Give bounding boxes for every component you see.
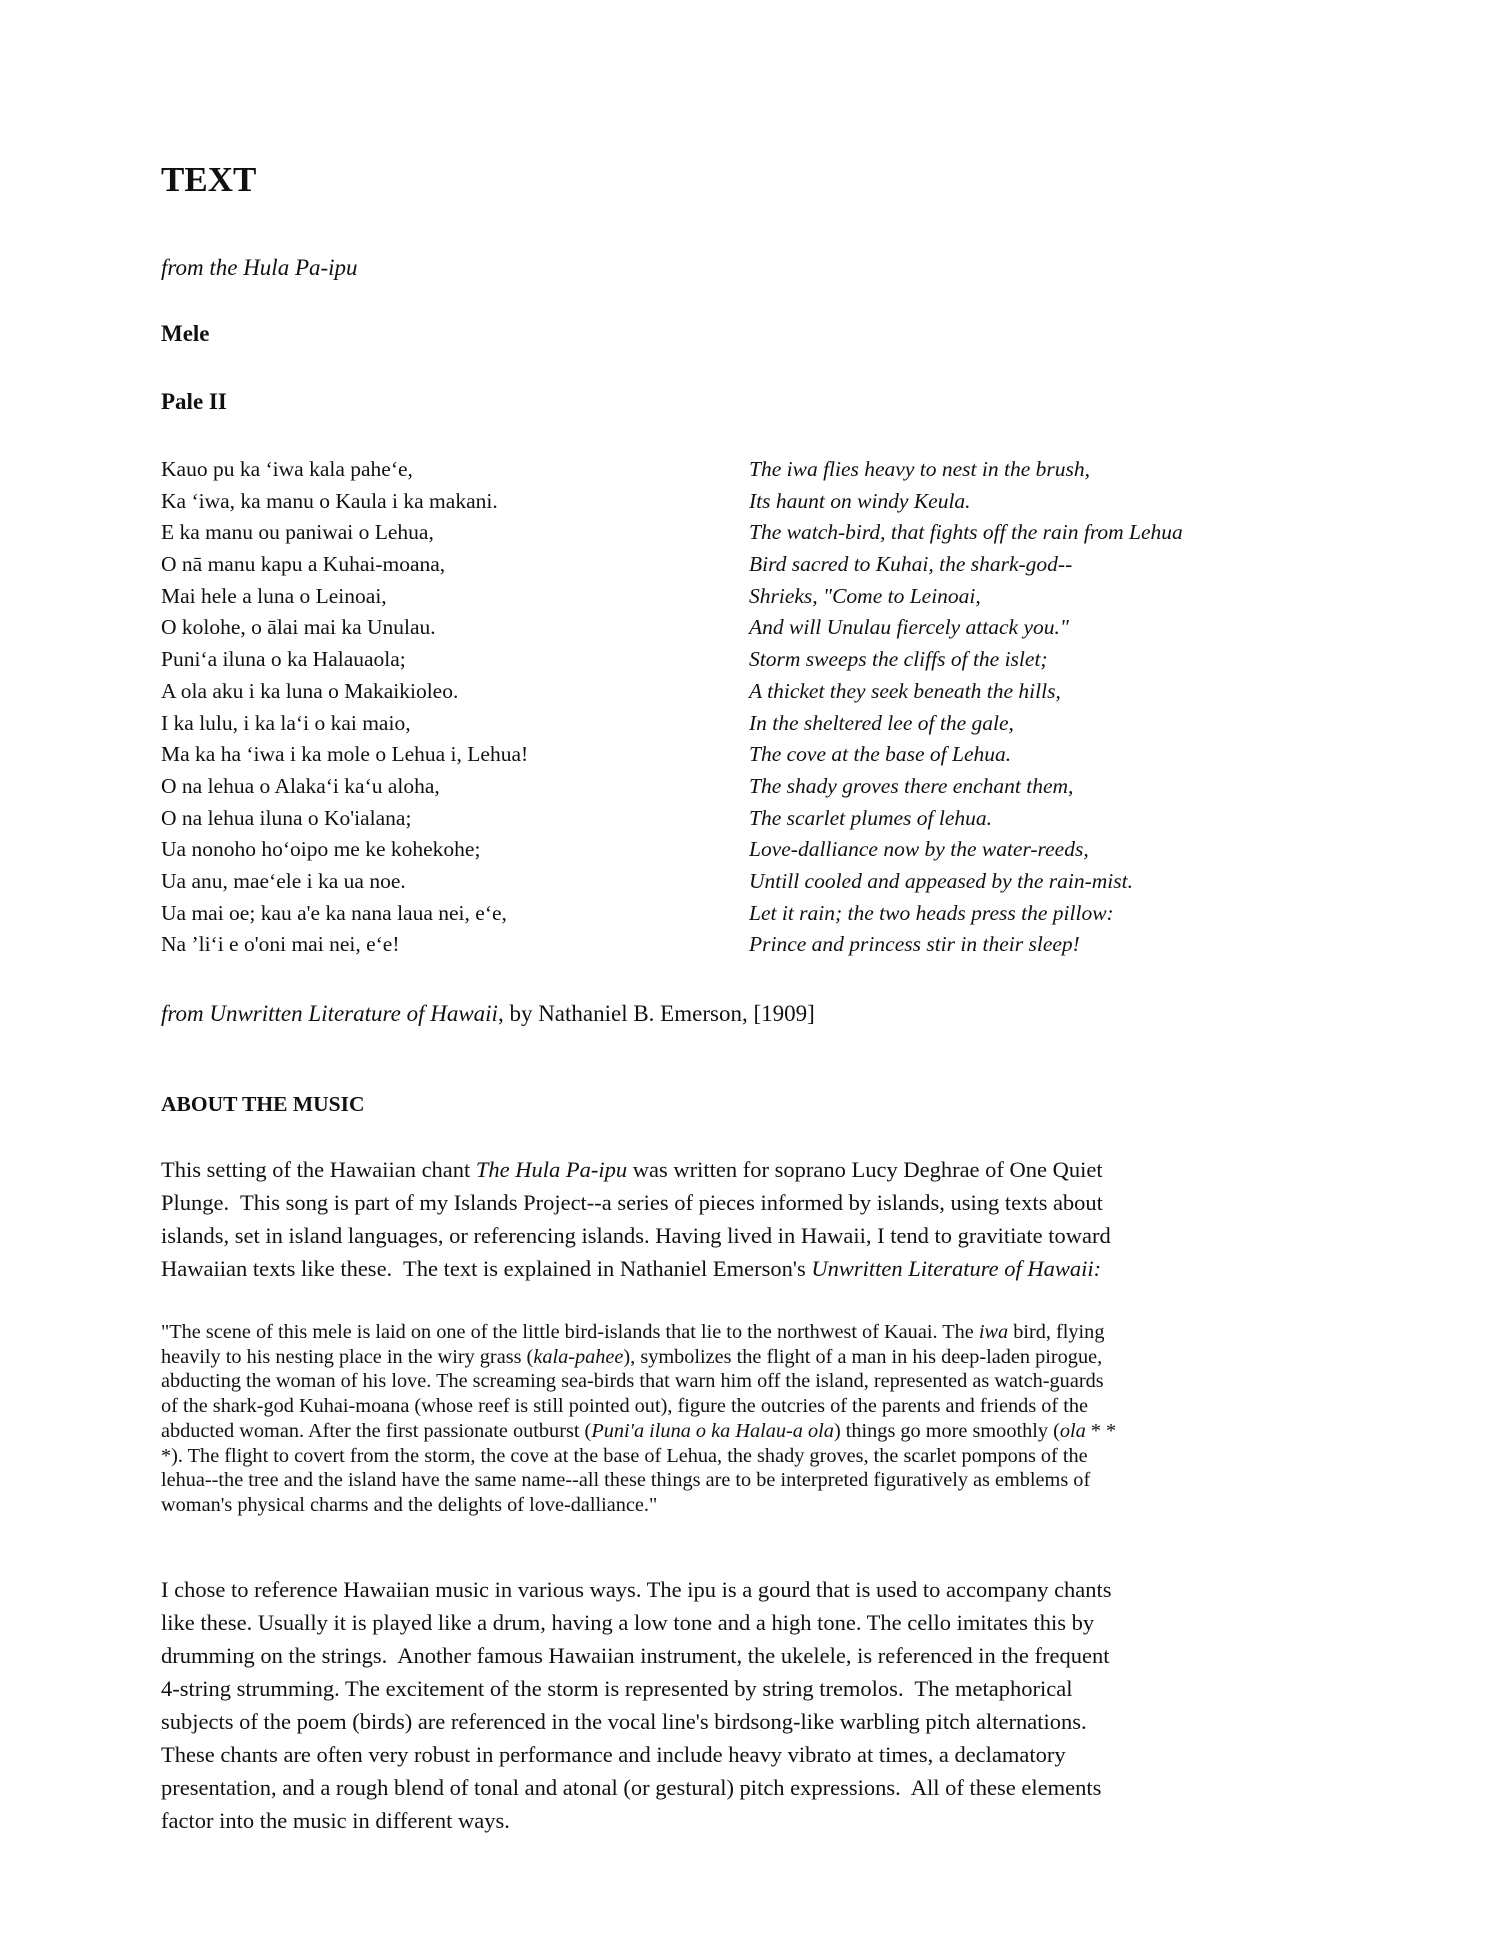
paragraph-music bbox=[161, 1573, 1112, 1837]
verse-line: Let it rain; the two heads press the pillow: bbox=[749, 900, 1114, 925]
text-segment: * * bbox=[1085, 1419, 1117, 1442]
source-book-title: Unwritten Literature of Hawaii bbox=[209, 1001, 498, 1026]
verse-line: I ka lulu, i ka la‘i o kai maio, bbox=[161, 710, 411, 735]
text-segment: This setting of the Hawaiian chant bbox=[161, 1157, 476, 1182]
italic-text: kala-pahee bbox=[533, 1345, 624, 1368]
section-heading-mele: Mele bbox=[161, 321, 210, 346]
text-line bbox=[161, 1672, 1112, 1705]
verse-line: The shady groves there enchant them, bbox=[749, 773, 1074, 798]
text-segment: *). The flight to covert from the storm, the cove at the base of Lehua, the shady groves, the scarlet pompons of the bbox=[161, 1444, 1088, 1467]
source-prefix: from bbox=[161, 1001, 210, 1026]
verse-line: Bird sacred to Kuhai, the shark-god-- bbox=[749, 552, 1073, 577]
text-segment: presentation, and a rough blend of tonal and atonal (or gestural) pitch expressions. All of these elements bbox=[161, 1775, 1102, 1800]
verse-line: The iwa flies heavy to nest in the brush, bbox=[749, 457, 1090, 481]
verse-line: O kolohe, o ālai mai ka Unulau. bbox=[161, 615, 436, 640]
verse-line: Untill cooled and appeased by the rain-mist. bbox=[749, 868, 1133, 893]
italic-text: Puni'a iluna o ka Halau-a ola bbox=[591, 1419, 834, 1442]
verse-line: Kauo pu ka ‘iwa kala pahe‘e, bbox=[161, 457, 413, 481]
text-line bbox=[161, 1186, 1111, 1219]
text-segment: ) things go more smoothly ( bbox=[833, 1419, 1060, 1442]
text-segment: bird, flying bbox=[1008, 1321, 1105, 1343]
text-line bbox=[161, 1394, 1116, 1419]
text-line bbox=[161, 1771, 1112, 1804]
text-segment: drumming on the strings. Another famous Hawaiian instrument, the ukelele, is referenced in the frequent bbox=[161, 1643, 1110, 1668]
verse-hawaiian bbox=[161, 454, 528, 961]
text-line bbox=[161, 1252, 1111, 1285]
verse-line: Its haunt on windy Keula. bbox=[749, 488, 971, 513]
text-line bbox=[161, 1493, 1116, 1518]
verse-line: A thicket they seek beneath the hills, bbox=[749, 678, 1061, 703]
verse-line: In the sheltered lee of the gale, bbox=[749, 710, 1014, 735]
text-line bbox=[161, 1219, 1111, 1252]
text-line bbox=[161, 1320, 1116, 1345]
verse-line: Ka ‘iwa, ka manu o Kaula i ka makani. bbox=[161, 488, 498, 513]
verse-line: Puni‘a iluna o ka Halauaola; bbox=[161, 647, 406, 672]
text-line bbox=[161, 1573, 1112, 1606]
verse-line: O na lehua o Alaka‘i ka‘u aloha, bbox=[161, 773, 440, 798]
text-segment: of the shark-god Kuhai-moana (whose reef is still pointed out), figure the outcries of the parents and friends of the bbox=[161, 1395, 1089, 1418]
text-line bbox=[161, 1345, 1116, 1370]
source-suffix: , by Nathaniel B. Emerson, [1909] bbox=[497, 1001, 815, 1026]
section-heading-pale: Pale II bbox=[161, 389, 227, 414]
italic-text: Unwritten Literature of Hawaii: bbox=[811, 1256, 1102, 1281]
page-heading: TEXT bbox=[161, 160, 257, 199]
text-segment: subjects of the poem (birds) are referenced in the vocal line's birdsong-like warbling pitch alternations. bbox=[161, 1709, 1087, 1734]
verse-line: Shrieks, "Come to Leinoai, bbox=[749, 583, 981, 608]
subtitle: from the Hula Pa-ipu bbox=[161, 255, 358, 280]
text-line bbox=[161, 1153, 1111, 1186]
text-segment: Plunge. This song is part of my Islands Project--a series of pieces informed by islands, using texts about bbox=[161, 1190, 1103, 1215]
italic-text: iwa bbox=[978, 1321, 1009, 1343]
verse-line: Mai hele a luna o Leinoai, bbox=[161, 583, 387, 608]
text-segment: Hawaiian texts like these. The text is explained in Nathaniel Emerson's bbox=[161, 1256, 812, 1281]
verse-line: Ua mai oe; kau a'e ka nana laua nei, e‘e, bbox=[161, 900, 507, 925]
text-segment: islands, set in island languages, or referencing islands. Having lived in Hawaii, I tend to gravitiate toward bbox=[161, 1223, 1111, 1248]
text-segment: These chants are often very robust in performance and include heavy vibrato at times, a declamatory bbox=[161, 1742, 1066, 1767]
text-segment: 4-string strumming. The excitement of the storm is represented by string tremolos. The metaphorical bbox=[161, 1676, 1073, 1701]
text-line bbox=[161, 1738, 1112, 1771]
verse-line: Prince and princess stir in their sleep! bbox=[749, 932, 1080, 957]
text-line bbox=[161, 1705, 1112, 1738]
text-segment: woman's physical charms and the delights of love-dalliance." bbox=[161, 1493, 658, 1516]
verse-line: Ua anu, mae‘ele i ka ua noe. bbox=[161, 868, 406, 893]
text-line bbox=[161, 1468, 1116, 1493]
verse-line: E ka manu ou paniwai o Lehua, bbox=[161, 520, 434, 545]
text-line bbox=[161, 1444, 1116, 1469]
text-line bbox=[161, 1369, 1116, 1394]
text-line bbox=[161, 1606, 1112, 1639]
verse-line: O na lehua iluna o Ko'ialana; bbox=[161, 805, 412, 830]
text-segment: heavily to his nesting place in the wiry grass ( bbox=[161, 1345, 534, 1368]
text-segment: "The scene of this mele is laid on one of the little bird-islands that lie to the northwest of Kauai. The bbox=[161, 1321, 979, 1343]
verse-line: O nā manu kapu a Kuhai-moana, bbox=[161, 552, 446, 577]
verse-line: And will Unulau fiercely attack you." bbox=[749, 615, 1069, 640]
text-segment: abducted woman. After the first passionate outburst ( bbox=[161, 1419, 592, 1442]
italic-text: ola bbox=[1059, 1419, 1086, 1442]
text-segment: abducting the woman of his love. The screaming sea-birds that warn him off the island, represented as watch-guards bbox=[161, 1370, 1104, 1393]
text-segment: was written for soprano Lucy Deghrae of One Quiet bbox=[627, 1157, 1103, 1182]
verse-line: The cove at the base of Lehua. bbox=[749, 742, 1012, 767]
verse-line: The watch-bird, that fights off the rain from Lehua bbox=[749, 520, 1183, 545]
verse-english bbox=[749, 454, 1183, 961]
verse-line: The scarlet plumes of lehua. bbox=[749, 805, 993, 830]
verse-line: Ma ka ha ‘iwa i ka mole o Lehua i, Lehua! bbox=[161, 742, 529, 767]
verse-line: Storm sweeps the cliffs of the islet; bbox=[749, 647, 1048, 672]
about-heading: ABOUT THE MUSIC bbox=[161, 1092, 365, 1116]
text-line bbox=[161, 1639, 1112, 1672]
verse-line: Ua nonoho ho‘oipo me ke kohekohe; bbox=[161, 837, 481, 862]
verse-line: Na ’li‘i e o'oni mai nei, e‘e! bbox=[161, 932, 400, 957]
paragraph-intro bbox=[161, 1153, 1111, 1285]
text-segment: lehua--the tree and the island have the same name--all these things are to be interpreted figuratively as emblems of bbox=[161, 1469, 1091, 1492]
verse-line: A ola aku i ka luna o Makaikioleo. bbox=[161, 678, 459, 703]
italic-text: The Hula Pa-ipu bbox=[475, 1157, 628, 1182]
verse-line: Love-dalliance now by the water-reeds, bbox=[749, 837, 1089, 862]
text-segment: I chose to reference Hawaiian music in various ways. The ipu is a gourd that is used to accompany chants bbox=[161, 1577, 1112, 1602]
text-segment: factor into the music in different ways. bbox=[161, 1808, 510, 1833]
text-segment: like these. Usually it is played like a drum, having a low tone and a high tone. The cello imitates this by bbox=[161, 1610, 1095, 1635]
emerson-quote bbox=[161, 1320, 1116, 1518]
source-citation bbox=[161, 999, 815, 1029]
text-line bbox=[161, 1804, 1112, 1837]
text-segment: ), symbolizes the flight of a man in his deep-laden pirogue, bbox=[623, 1345, 1103, 1368]
text-line bbox=[161, 1419, 1116, 1444]
